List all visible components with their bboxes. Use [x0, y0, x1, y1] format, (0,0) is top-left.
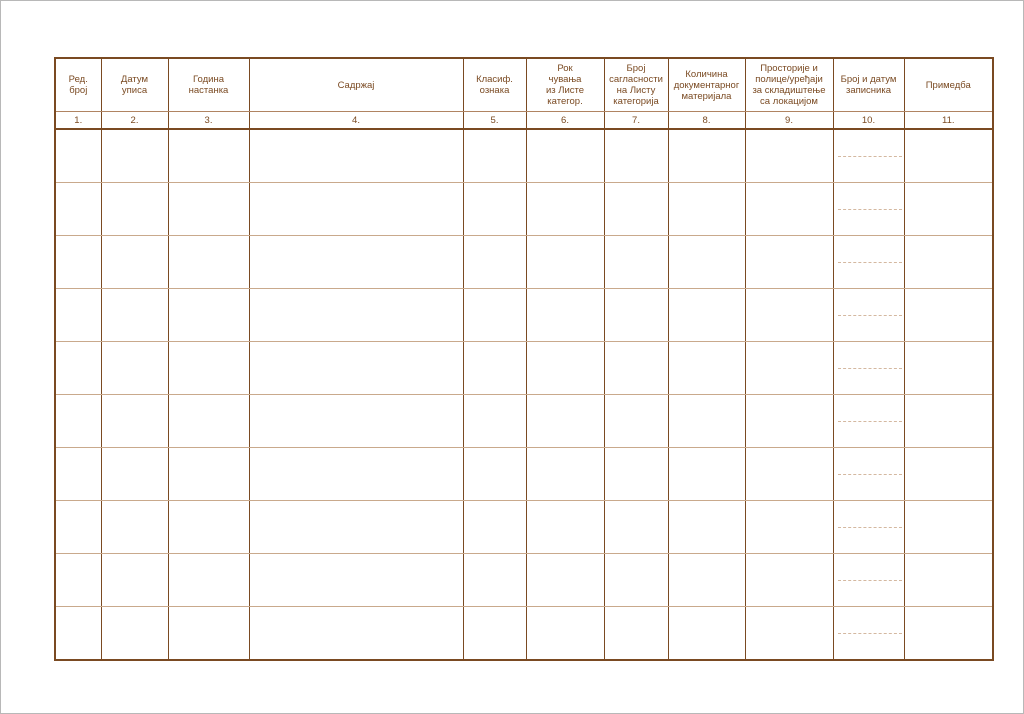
entry-cell[interactable] — [745, 501, 833, 554]
entry-cell[interactable] — [249, 448, 463, 501]
table-row — [55, 501, 993, 554]
table-row — [55, 448, 993, 501]
entry-cell[interactable] — [55, 342, 101, 395]
entry-cell[interactable] — [904, 183, 993, 236]
entry-cell[interactable] — [168, 129, 249, 183]
entry-cell[interactable] — [249, 554, 463, 607]
archive-register-table — [54, 57, 994, 661]
entry-cell[interactable] — [55, 501, 101, 554]
entry-cell[interactable] — [604, 395, 668, 448]
entry-cell[interactable] — [101, 501, 168, 554]
column-header-row-number: Ред. број — [55, 58, 101, 112]
column-number: 3. — [168, 112, 249, 130]
column-number: 4. — [249, 112, 463, 130]
column-number: 8. — [668, 112, 745, 130]
table-row — [55, 183, 993, 236]
entry-cell[interactable] — [904, 554, 993, 607]
entry-cell[interactable] — [101, 395, 168, 448]
entry-cell[interactable] — [526, 289, 604, 342]
entry-cell[interactable] — [745, 448, 833, 501]
entry-cell[interactable] — [526, 501, 604, 554]
entry-cell[interactable] — [463, 236, 526, 289]
column-number: 6. — [526, 112, 604, 130]
entry-cell[interactable] — [168, 607, 249, 661]
table-row — [55, 342, 993, 395]
entry-cell[interactable] — [55, 289, 101, 342]
entry-cell[interactable] — [668, 236, 745, 289]
entry-cell[interactable] — [101, 129, 168, 183]
entry-cell[interactable] — [526, 183, 604, 236]
entry-cell[interactable] — [745, 236, 833, 289]
entry-cell[interactable] — [833, 607, 904, 661]
table-row — [55, 607, 993, 661]
entry-cell[interactable] — [249, 183, 463, 236]
entry-cell[interactable] — [249, 342, 463, 395]
entry-cell[interactable] — [526, 236, 604, 289]
dashed-divider — [838, 633, 902, 634]
entry-cell[interactable] — [604, 289, 668, 342]
entry-cell[interactable] — [249, 607, 463, 661]
entry-cell[interactable] — [833, 289, 904, 342]
entry-cell[interactable] — [745, 129, 833, 183]
entry-cell[interactable] — [249, 289, 463, 342]
column-header-classification-mark: Класиф. ознака — [463, 58, 526, 112]
entry-cell[interactable] — [55, 554, 101, 607]
entry-cell[interactable] — [55, 395, 101, 448]
entry-cell[interactable] — [904, 501, 993, 554]
column-number: 1. — [55, 112, 101, 130]
entry-cell[interactable] — [745, 554, 833, 607]
entry-cell[interactable] — [526, 129, 604, 183]
entry-cell[interactable] — [668, 554, 745, 607]
column-header-storage-location: Просторије и полице/уређаји за складиштење са локацијом — [745, 58, 833, 112]
entry-cell[interactable] — [55, 236, 101, 289]
entry-cell[interactable] — [463, 342, 526, 395]
column-number: 7. — [604, 112, 668, 130]
register-body — [55, 129, 993, 660]
entry-cell[interactable] — [463, 183, 526, 236]
column-number: 9. — [745, 112, 833, 130]
entry-cell[interactable] — [745, 342, 833, 395]
entry-cell[interactable] — [463, 395, 526, 448]
entry-cell[interactable] — [168, 183, 249, 236]
entry-cell[interactable] — [526, 554, 604, 607]
table-row — [55, 289, 993, 342]
entry-cell[interactable] — [249, 236, 463, 289]
entry-cell[interactable] — [168, 342, 249, 395]
entry-cell[interactable] — [55, 183, 101, 236]
entry-cell[interactable] — [168, 448, 249, 501]
entry-cell[interactable] — [604, 183, 668, 236]
dashed-divider — [838, 262, 902, 263]
dashed-divider — [838, 156, 902, 157]
column-number: 5. — [463, 112, 526, 130]
column-header-approval-number: Број сагласности на Листу категорија — [604, 58, 668, 112]
entry-cell[interactable] — [168, 554, 249, 607]
entry-cell[interactable] — [668, 289, 745, 342]
header-row — [55, 58, 993, 112]
entry-cell[interactable] — [668, 395, 745, 448]
entry-cell[interactable] — [55, 448, 101, 501]
column-header-material-quantity: Количина документарног материјала — [668, 58, 745, 112]
entry-cell[interactable] — [101, 183, 168, 236]
entry-cell[interactable] — [833, 183, 904, 236]
entry-cell[interactable] — [904, 129, 993, 183]
entry-cell[interactable] — [604, 129, 668, 183]
entry-cell[interactable] — [668, 342, 745, 395]
column-header-remark: Примедба — [904, 58, 993, 112]
entry-cell[interactable] — [904, 236, 993, 289]
entry-cell[interactable] — [904, 607, 993, 661]
entry-cell[interactable] — [668, 129, 745, 183]
entry-cell[interactable] — [668, 607, 745, 661]
entry-cell[interactable] — [668, 448, 745, 501]
entry-cell[interactable] — [101, 448, 168, 501]
dashed-divider — [838, 580, 902, 581]
entry-cell[interactable] — [249, 501, 463, 554]
entry-cell[interactable] — [833, 501, 904, 554]
entry-cell[interactable] — [745, 289, 833, 342]
entry-cell[interactable] — [526, 342, 604, 395]
entry-cell[interactable] — [463, 448, 526, 501]
entry-cell[interactable] — [463, 129, 526, 183]
dashed-divider — [838, 527, 902, 528]
column-number: 10. — [833, 112, 904, 130]
entry-cell[interactable] — [745, 395, 833, 448]
entry-cell[interactable] — [101, 342, 168, 395]
entry-cell[interactable] — [168, 395, 249, 448]
entry-cell[interactable] — [526, 395, 604, 448]
entry-cell[interactable] — [604, 236, 668, 289]
entry-cell[interactable] — [904, 342, 993, 395]
column-header-year-created: Година настанка — [168, 58, 249, 112]
dashed-divider — [838, 315, 902, 316]
entry-cell[interactable] — [526, 448, 604, 501]
entry-cell[interactable] — [463, 607, 526, 661]
entry-cell[interactable] — [168, 501, 249, 554]
entry-cell[interactable] — [904, 395, 993, 448]
entry-cell[interactable] — [101, 554, 168, 607]
entry-cell[interactable] — [833, 395, 904, 448]
column-header-retention-period: Рок чувања из Листе категор. — [526, 58, 604, 112]
table-row — [55, 395, 993, 448]
entry-cell[interactable] — [904, 289, 993, 342]
entry-cell[interactable] — [604, 554, 668, 607]
dashed-divider — [838, 209, 902, 210]
entry-cell[interactable] — [833, 448, 904, 501]
entry-cell[interactable] — [526, 607, 604, 661]
column-header-entry-date: Датум уписа — [101, 58, 168, 112]
entry-cell[interactable] — [833, 554, 904, 607]
entry-cell[interactable] — [668, 501, 745, 554]
dashed-divider — [838, 368, 902, 369]
entry-cell[interactable] — [168, 289, 249, 342]
table-row — [55, 554, 993, 607]
entry-cell[interactable] — [168, 236, 249, 289]
entry-cell[interactable] — [55, 129, 101, 183]
entry-cell[interactable] — [249, 395, 463, 448]
entry-cell[interactable] — [668, 183, 745, 236]
dashed-divider — [838, 421, 902, 422]
entry-cell[interactable] — [249, 129, 463, 183]
column-header-record-number-date: Број и датум записника — [833, 58, 904, 112]
entry-cell[interactable] — [55, 607, 101, 661]
entry-cell[interactable] — [833, 236, 904, 289]
entry-cell[interactable] — [904, 448, 993, 501]
entry-cell[interactable] — [604, 448, 668, 501]
entry-cell[interactable] — [604, 607, 668, 661]
table-row — [55, 236, 993, 289]
column-number: 2. — [101, 112, 168, 130]
entry-cell[interactable] — [833, 342, 904, 395]
entry-cell[interactable] — [604, 501, 668, 554]
entry-cell[interactable] — [101, 236, 168, 289]
column-header-content: Садржај — [249, 58, 463, 112]
entry-cell[interactable] — [604, 342, 668, 395]
entry-cell[interactable] — [463, 289, 526, 342]
entry-cell[interactable] — [745, 183, 833, 236]
column-number: 11. — [904, 112, 993, 130]
entry-cell[interactable] — [101, 289, 168, 342]
table-row — [55, 129, 993, 183]
entry-cell[interactable] — [463, 501, 526, 554]
entry-cell[interactable] — [101, 607, 168, 661]
entry-cell[interactable] — [463, 554, 526, 607]
column-number-row — [55, 112, 993, 130]
entry-cell[interactable] — [745, 607, 833, 661]
dashed-divider — [838, 474, 902, 475]
entry-cell[interactable] — [833, 129, 904, 183]
